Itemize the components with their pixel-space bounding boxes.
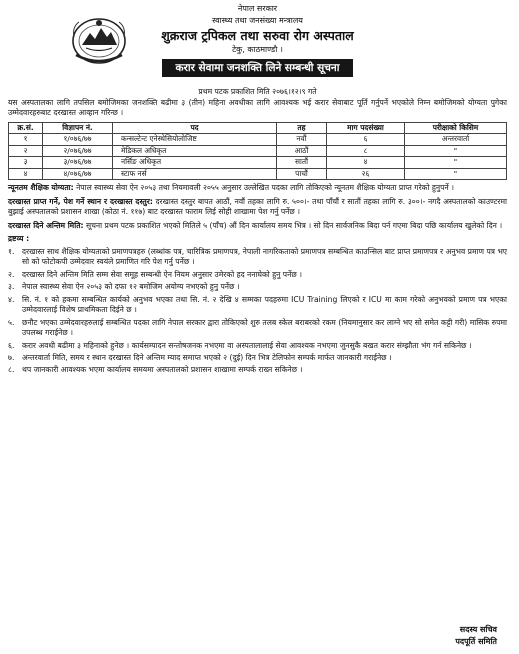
application-label: दरखास्त प्राप्त गर्ने, पेश गर्ने स्थान र दरखास्त दस्तुर:: [8, 196, 153, 206]
cell-exam: ": [405, 168, 507, 180]
list-item: [8, 270, 507, 280]
signatory-title: सदस्य सचिव: [459, 625, 497, 634]
deadline-text: सूचना प्रथम पटक प्रकाशित भएको मितिले ५ (पाँच) औं दिन कार्यालय समय भित्र । सो दिन सार्वजनिक बिदा पर्न गएमा बिदा पछि कार्यालय खुलेको दिन ।: [83, 220, 503, 230]
note-number: ८.: [8, 365, 15, 375]
note-text: सि. नं. १ को हकमा सम्बन्धित कार्यको अनुभव भएका तथा सि. नं. २ देखि ४ सम्मका पदहरुमा ICU Training लिएको र ICU मा काम गरेको अनुभवको प्रमाण पत्र भएका उम्मेदवारलाई विशेष प्राथमिकता दिईने छ ।: [22, 294, 507, 315]
list-item: [8, 353, 507, 363]
list-item: [8, 365, 507, 375]
min-qualification-label: न्यूनतम शैक्षिक योग्यता:: [8, 183, 74, 193]
publication-date: प्रथम पटक प्रकाशित मिति २०७६।१२।९ गते: [198, 87, 317, 96]
table-row: [9, 168, 507, 180]
deadline-section: [8, 221, 507, 231]
letterhead: [8, 3, 507, 83]
col-header-ad-no: विज्ञापन नं.: [43, 122, 113, 134]
nepal-emblem-icon: [70, 15, 128, 65]
cell-sn: ४: [9, 168, 43, 180]
application-section: [8, 197, 507, 218]
list-item: [8, 295, 507, 316]
deadline-label: दरखास्त दिने अन्तिम मिति:: [8, 220, 84, 230]
signatory-committee: पदपूर्ति समिति: [455, 637, 497, 646]
government-name: नेपाल सरकार: [237, 4, 278, 13]
hospital-name: शुक्रराज ट्रपिकल तथा सरुवा रोग अस्पताल: [161, 28, 354, 43]
note-number: ३.: [8, 282, 15, 292]
list-item: [8, 341, 507, 351]
hospital-address: टेकु, काठमाण्डौ ।: [232, 45, 283, 54]
cell-sn: १: [9, 134, 43, 146]
col-header-level: तह: [277, 122, 327, 134]
application-text: दरखास्त दस्तुर बापत आठौं, नवौं तहका लागि रु. ५००।- तथा पाँचौं र सातौं तहका लागि रु. ३००।- नगदै अस्पतालको काउण्टरमा बुझाई अस्पतालको प्रशासन शाखा (कोठा नं. ११७) बाट दरखास्त फाराम लिई सोही शाखामा पेश गर्नु पर्नेछ ।: [8, 196, 507, 217]
cell-level: सातौं: [277, 157, 327, 169]
cell-quota: ४: [327, 157, 405, 169]
note-number: ४.: [8, 294, 15, 304]
list-item: [8, 247, 507, 268]
cell-post: नर्सिङ अधिकृत: [113, 157, 277, 169]
notes-title: द्रष्टव्य :: [8, 234, 30, 244]
col-header-sn: क्र.सं.: [9, 122, 43, 134]
signature-block: [455, 624, 497, 648]
note-number: ५.: [8, 317, 15, 327]
cell-exam: ": [405, 145, 507, 157]
cell-sn: ३: [9, 157, 43, 169]
cell-post: मेडिकल अधिकृत: [113, 145, 277, 157]
cell-level: नवौं: [277, 134, 327, 146]
table-row: [9, 134, 507, 146]
note-number: २.: [8, 269, 15, 279]
col-header-exam: परीक्षाको किसिम: [405, 122, 507, 134]
cell-quota: ६: [327, 134, 405, 146]
col-header-quota: माग पदसंख्या: [327, 122, 405, 134]
list-item: [8, 282, 507, 292]
cell-sn: २: [9, 145, 43, 157]
col-header-post: पद: [113, 122, 277, 134]
cell-level: आठौं: [277, 145, 327, 157]
cell-ad-no: ४/०७६/७७: [43, 168, 113, 180]
note-text: अन्तरवार्ता मिति, समय र स्थान दरखास्त दिने अन्तिम म्याद समाप्त भएको २ (दुई) दिन भित्र टेलिफोन सम्पर्क मार्फत जानकारी गराईनेछ ।: [22, 353, 392, 362]
note-text: छनौट भएका उम्मेदवारहरुलाई सम्बन्धित पदका लागि नेपाल सरकार द्वारा तोकिएको शुरु तलब स्केल बराबरको रकम (नियमानुसार कर लाग्ने भए सो समेत कट्टी गरी) मासिक रुपमा उपलब्ध गराईनेछ ।: [22, 317, 507, 338]
note-text: करार अवधी बढीमा ३ महिनाको हुनेछ । कार्यसम्पादन सन्तोषजनक नभएमा वा अस्पतालालाई सेवा आवश्यक नभएमा जुनसुकै बखत करार संम्झौता भंग गर्न सकिनेछ ।: [22, 340, 472, 350]
cell-quota: २६: [327, 168, 405, 180]
vacancy-table: [8, 122, 507, 181]
table-row: [9, 157, 507, 169]
cell-post: कन्सल्टेन्ट एनेस्थेसियोलोजिष्ट: [113, 134, 277, 146]
ministry-name: स्वास्थ्य तथा जनसंख्या मन्त्रालय: [212, 16, 303, 25]
table-header-row: [9, 122, 507, 134]
cell-ad-no: २/०७६/७७: [43, 145, 113, 157]
cell-exam: अन्तरवार्ता: [405, 134, 507, 146]
min-qualification-section: [8, 183, 507, 193]
list-item: [8, 318, 507, 339]
cell-ad-no: १/०७६/७७: [43, 134, 113, 146]
cell-ad-no: ३/०७६/७७: [43, 157, 113, 169]
cell-exam: ": [405, 157, 507, 169]
note-text: नेपाल स्वास्थ्य सेवा ऐन २०५३ को दफा १२ बमोजिम अयोग्य नभएको हुनु पर्नेछ ।: [22, 282, 240, 292]
cell-post: स्टाफ नर्स: [113, 168, 277, 180]
notice-title-banner: करार सेवामा जनशक्ति लिने सम्बन्धी सूचना: [162, 59, 354, 77]
note-text: दरखास्त दिने अन्तिम मिति सम्म सेवा समूह सम्बन्धी ऐन नियम अनुसार उमेरको हद ननाघेको हुनु पर्नेछ ।: [22, 269, 302, 279]
note-number: ६.: [8, 340, 15, 350]
min-qualification-text: नेपाल स्वास्थ्य सेवा ऐन २०५३ तथा नियमावली २०५५ अनुसार उल्लेखित पदका लागि तोकिएको न्यूनतम शैक्षिक योग्यता प्राप्त गरेको हुनुपर्ने ।: [73, 183, 454, 193]
notes-list: [8, 247, 507, 376]
note-number: १.: [8, 246, 15, 256]
note-number: ७.: [8, 353, 15, 362]
table-row: [9, 145, 507, 157]
intro-paragraph: यस अस्पतालका लागि तपसिल बमोजिमका जनशक्ति बढीमा ३ (तीन) महिना अवधीका लागि आवश्यक भई करार सेवाबाट पूर्ति गर्नुपर्ने भएकोले निम्न बमोजिमको योग्यता पुगेका उम्मेदवारहरुबाट दरखास्त आव्हान गरिन्छ ।: [8, 98, 507, 118]
note-text: थप जानकारी आवश्यक भएमा कार्यालय समयमा अस्पतालको प्रशासन शाखामा सम्पर्क राख्न सकिनेछ ।: [22, 365, 303, 375]
cell-quota: ८: [327, 145, 405, 157]
note-text: दरखास्त साथ शैक्षिक योग्यताको प्रमाणपत्रहरु (लब्धांक पत्र, चारित्रिक प्रमाणपत्र, नेपाली नागरिकताको प्रमाणपत्र सम्बन्धित काउन्सिल बाट प्राप्त प्रमाणपत्र र अनुभव प्रमाण पत्र भए सो को फोटोकपी उम्मेदवार स्वयंले प्रमाणित गरि पेश गर्नु पर्नेछ ।: [22, 246, 507, 267]
cell-level: पाचौं: [277, 168, 327, 180]
